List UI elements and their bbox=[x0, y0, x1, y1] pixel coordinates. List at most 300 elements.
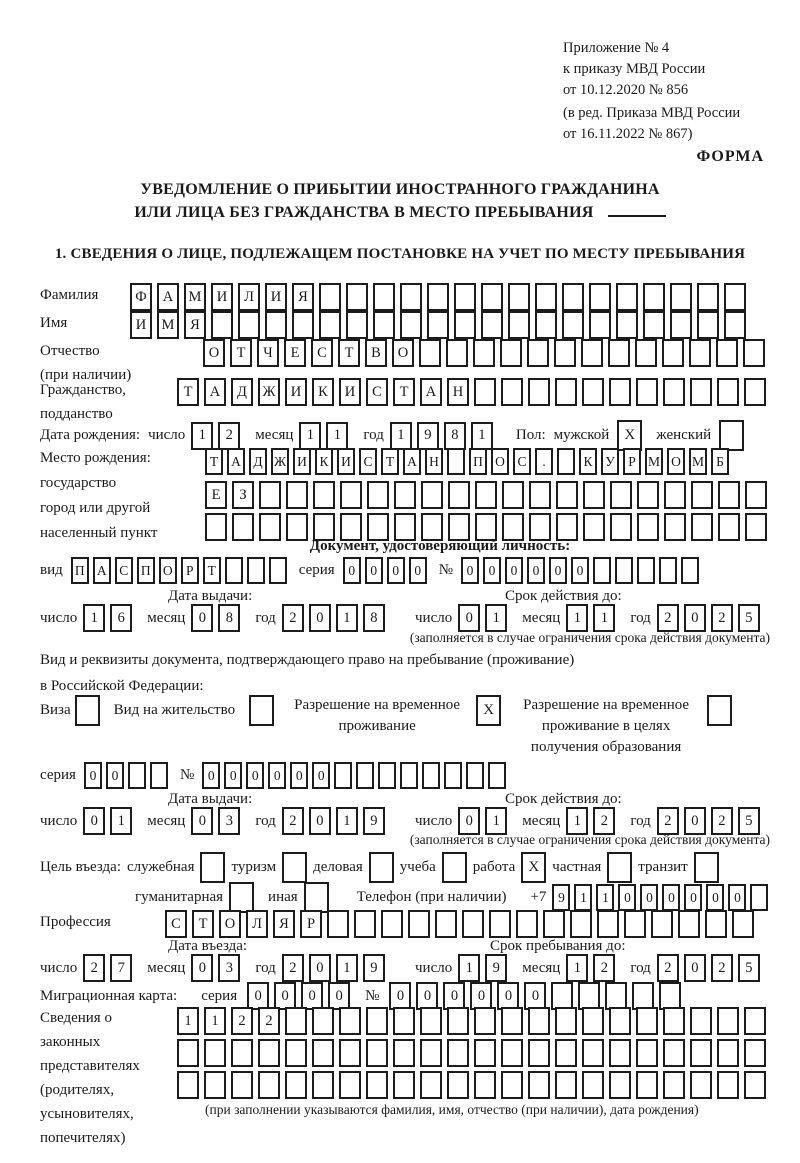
char-cell[interactable] bbox=[744, 378, 766, 406]
char-cell[interactable] bbox=[743, 339, 765, 367]
checkbox-purpose-other[interactable] bbox=[304, 882, 329, 913]
char-cell[interactable]: Ж bbox=[258, 378, 280, 406]
char-cell[interactable] bbox=[462, 910, 484, 938]
char-cell[interactable] bbox=[454, 311, 476, 339]
char-cell[interactable] bbox=[637, 557, 655, 584]
char-cell[interactable] bbox=[697, 311, 719, 339]
char-cell[interactable]: 0 bbox=[684, 807, 706, 835]
char-cell[interactable]: 0 bbox=[618, 884, 636, 911]
char-cell[interactable]: И bbox=[337, 448, 355, 475]
char-cell[interactable] bbox=[247, 557, 265, 584]
char-cell[interactable]: Д bbox=[249, 448, 267, 475]
char-cell[interactable] bbox=[681, 557, 699, 584]
char-cell[interactable]: 0 bbox=[443, 982, 465, 1010]
char-cell[interactable]: О bbox=[159, 557, 177, 584]
char-cell[interactable]: Д bbox=[231, 378, 253, 406]
char-cell[interactable] bbox=[420, 1007, 442, 1035]
char-cell[interactable]: А bbox=[204, 378, 226, 406]
char-cell[interactable] bbox=[636, 1039, 658, 1067]
char-cell[interactable]: 1 bbox=[574, 884, 592, 911]
char-cell[interactable]: 1 bbox=[336, 604, 358, 632]
char-cell[interactable]: 0 bbox=[365, 557, 383, 584]
char-cell[interactable] bbox=[259, 513, 281, 541]
char-cell[interactable] bbox=[582, 1039, 604, 1067]
char-cell[interactable] bbox=[608, 339, 630, 367]
char-cell[interactable] bbox=[474, 1071, 496, 1099]
char-cell[interactable] bbox=[500, 339, 522, 367]
char-cell[interactable] bbox=[356, 762, 374, 789]
char-cell[interactable]: 0 bbox=[458, 807, 480, 835]
char-cell[interactable] bbox=[419, 339, 441, 367]
char-cell[interactable]: 2 bbox=[282, 807, 304, 835]
char-cell[interactable] bbox=[705, 910, 727, 938]
char-cell[interactable] bbox=[367, 513, 389, 541]
char-cell[interactable]: З bbox=[232, 481, 254, 509]
char-cell[interactable]: Н bbox=[447, 378, 469, 406]
char-cell[interactable] bbox=[501, 378, 523, 406]
char-cell[interactable] bbox=[448, 481, 470, 509]
char-cell[interactable] bbox=[663, 1039, 685, 1067]
char-cell[interactable]: О bbox=[219, 910, 241, 938]
char-cell[interactable]: 0 bbox=[106, 762, 124, 789]
char-cell[interactable] bbox=[400, 762, 418, 789]
checkbox-visa[interactable] bbox=[75, 695, 100, 726]
char-cell[interactable] bbox=[651, 910, 673, 938]
char-cell[interactable]: А bbox=[403, 448, 421, 475]
char-cell[interactable] bbox=[378, 762, 396, 789]
char-cell[interactable] bbox=[444, 762, 462, 789]
char-cell[interactable] bbox=[454, 283, 476, 311]
char-cell[interactable]: 1 bbox=[485, 807, 507, 835]
checkbox-purpose-private[interactable] bbox=[607, 852, 632, 883]
char-cell[interactable] bbox=[286, 513, 308, 541]
char-cell[interactable] bbox=[664, 481, 686, 509]
char-cell[interactable]: Т bbox=[393, 378, 415, 406]
char-cell[interactable] bbox=[475, 481, 497, 509]
char-cell[interactable] bbox=[589, 311, 611, 339]
char-cell[interactable] bbox=[643, 283, 665, 311]
char-cell[interactable] bbox=[501, 1039, 523, 1067]
char-cell[interactable]: И bbox=[211, 283, 233, 311]
checkbox-temp-residence-education[interactable] bbox=[707, 695, 732, 726]
checkbox-sex-male[interactable]: X bbox=[617, 420, 642, 451]
char-cell[interactable]: Е bbox=[284, 339, 306, 367]
char-cell[interactable] bbox=[400, 283, 422, 311]
char-cell[interactable] bbox=[632, 982, 654, 1010]
char-cell[interactable]: 0 bbox=[328, 982, 350, 1010]
char-cell[interactable]: 2 bbox=[83, 954, 105, 982]
char-cell[interactable] bbox=[128, 762, 146, 789]
char-cell[interactable]: Ж bbox=[271, 448, 289, 475]
char-cell[interactable]: 3 bbox=[218, 807, 240, 835]
char-cell[interactable] bbox=[339, 1071, 361, 1099]
char-cell[interactable]: 9 bbox=[363, 954, 385, 982]
char-cell[interactable] bbox=[258, 1071, 280, 1099]
char-cell[interactable]: Т bbox=[177, 378, 199, 406]
char-cell[interactable]: 2 bbox=[282, 604, 304, 632]
char-cell[interactable] bbox=[643, 311, 665, 339]
char-cell[interactable] bbox=[238, 311, 260, 339]
char-cell[interactable]: Ф bbox=[130, 283, 152, 311]
char-cell[interactable] bbox=[312, 1071, 334, 1099]
char-cell[interactable] bbox=[421, 481, 443, 509]
char-cell[interactable] bbox=[605, 982, 627, 1010]
char-cell[interactable]: 2 bbox=[593, 807, 615, 835]
char-cell[interactable] bbox=[616, 311, 638, 339]
char-cell[interactable] bbox=[177, 1039, 199, 1067]
char-cell[interactable] bbox=[420, 1071, 442, 1099]
char-cell[interactable] bbox=[562, 283, 584, 311]
char-cell[interactable] bbox=[662, 339, 684, 367]
char-cell[interactable] bbox=[292, 311, 314, 339]
char-cell[interactable] bbox=[204, 1071, 226, 1099]
char-cell[interactable]: Н bbox=[425, 448, 443, 475]
char-cell[interactable] bbox=[225, 557, 243, 584]
char-cell[interactable] bbox=[481, 311, 503, 339]
char-cell[interactable]: 9 bbox=[417, 422, 439, 450]
char-cell[interactable]: 5 bbox=[738, 807, 760, 835]
char-cell[interactable]: 0 bbox=[389, 982, 411, 1010]
char-cell[interactable]: 1 bbox=[204, 1007, 226, 1035]
char-cell[interactable] bbox=[582, 378, 604, 406]
char-cell[interactable] bbox=[501, 1071, 523, 1099]
char-cell[interactable] bbox=[557, 448, 575, 475]
char-cell[interactable]: 0 bbox=[343, 557, 361, 584]
char-cell[interactable] bbox=[578, 982, 600, 1010]
char-cell[interactable]: 0 bbox=[684, 884, 702, 911]
char-cell[interactable]: Т bbox=[381, 448, 399, 475]
char-cell[interactable]: . bbox=[535, 448, 553, 475]
char-cell[interactable] bbox=[448, 513, 470, 541]
char-cell[interactable]: 0 bbox=[290, 762, 308, 789]
char-cell[interactable]: 0 bbox=[309, 604, 331, 632]
char-cell[interactable]: 1 bbox=[566, 954, 588, 982]
char-cell[interactable]: 0 bbox=[470, 982, 492, 1010]
char-cell[interactable] bbox=[393, 1039, 415, 1067]
char-cell[interactable]: И bbox=[265, 283, 287, 311]
char-cell[interactable] bbox=[447, 1039, 469, 1067]
char-cell[interactable] bbox=[285, 1071, 307, 1099]
char-cell[interactable]: Л bbox=[238, 283, 260, 311]
char-cell[interactable] bbox=[554, 339, 576, 367]
char-cell[interactable] bbox=[204, 1039, 226, 1067]
char-cell[interactable]: 1 bbox=[110, 807, 132, 835]
char-cell[interactable] bbox=[670, 283, 692, 311]
char-cell[interactable] bbox=[150, 762, 168, 789]
char-cell[interactable]: 0 bbox=[202, 762, 220, 789]
char-cell[interactable] bbox=[435, 910, 457, 938]
char-cell[interactable] bbox=[408, 910, 430, 938]
char-cell[interactable]: 2 bbox=[593, 954, 615, 982]
char-cell[interactable] bbox=[286, 481, 308, 509]
char-cell[interactable] bbox=[446, 339, 468, 367]
char-cell[interactable]: 1 bbox=[83, 604, 105, 632]
char-cell[interactable]: 0 bbox=[224, 762, 242, 789]
char-cell[interactable] bbox=[528, 378, 550, 406]
char-cell[interactable]: П bbox=[469, 448, 487, 475]
char-cell[interactable]: Б bbox=[711, 448, 729, 475]
char-cell[interactable]: О bbox=[203, 339, 225, 367]
char-cell[interactable] bbox=[393, 1007, 415, 1035]
char-cell[interactable] bbox=[716, 339, 738, 367]
char-cell[interactable] bbox=[346, 311, 368, 339]
char-cell[interactable]: 1 bbox=[593, 604, 615, 632]
char-cell[interactable]: 1 bbox=[336, 807, 358, 835]
char-cell[interactable] bbox=[285, 1039, 307, 1067]
char-cell[interactable]: И bbox=[285, 378, 307, 406]
char-cell[interactable] bbox=[609, 1007, 631, 1035]
char-cell[interactable] bbox=[475, 513, 497, 541]
char-cell[interactable] bbox=[609, 1039, 631, 1067]
char-cell[interactable] bbox=[529, 481, 551, 509]
char-cell[interactable] bbox=[697, 283, 719, 311]
char-cell[interactable]: С bbox=[513, 448, 531, 475]
char-cell[interactable]: И bbox=[130, 311, 152, 339]
char-cell[interactable]: 0 bbox=[309, 807, 331, 835]
char-cell[interactable]: П bbox=[71, 557, 89, 584]
checkbox-purpose-transit[interactable] bbox=[694, 852, 719, 883]
char-cell[interactable] bbox=[635, 339, 657, 367]
char-cell[interactable] bbox=[400, 311, 422, 339]
char-cell[interactable]: С bbox=[165, 910, 187, 938]
checkbox-purpose-official[interactable] bbox=[200, 852, 225, 883]
char-cell[interactable] bbox=[583, 481, 605, 509]
char-cell[interactable] bbox=[528, 1039, 550, 1067]
char-cell[interactable] bbox=[597, 910, 619, 938]
char-cell[interactable] bbox=[637, 481, 659, 509]
char-cell[interactable] bbox=[373, 311, 395, 339]
checkbox-purpose-humanitarian[interactable] bbox=[229, 882, 254, 913]
char-cell[interactable] bbox=[427, 283, 449, 311]
char-cell[interactable] bbox=[556, 513, 578, 541]
char-cell[interactable] bbox=[265, 311, 287, 339]
char-cell[interactable] bbox=[373, 283, 395, 311]
char-cell[interactable] bbox=[393, 1071, 415, 1099]
char-cell[interactable]: Т bbox=[338, 339, 360, 367]
char-cell[interactable] bbox=[474, 1039, 496, 1067]
char-cell[interactable]: 8 bbox=[218, 604, 240, 632]
char-cell[interactable]: 0 bbox=[640, 884, 658, 911]
char-cell[interactable] bbox=[551, 982, 573, 1010]
char-cell[interactable] bbox=[750, 884, 768, 911]
char-cell[interactable] bbox=[339, 1007, 361, 1035]
char-cell[interactable]: П bbox=[137, 557, 155, 584]
char-cell[interactable]: 0 bbox=[301, 982, 323, 1010]
char-cell[interactable] bbox=[211, 311, 233, 339]
char-cell[interactable] bbox=[636, 378, 658, 406]
char-cell[interactable]: Р bbox=[181, 557, 199, 584]
char-cell[interactable] bbox=[570, 910, 592, 938]
char-cell[interactable]: И bbox=[293, 448, 311, 475]
char-cell[interactable] bbox=[744, 1071, 766, 1099]
char-cell[interactable]: К bbox=[579, 448, 597, 475]
char-cell[interactable]: С bbox=[359, 448, 377, 475]
char-cell[interactable]: 3 bbox=[218, 954, 240, 982]
char-cell[interactable]: В bbox=[365, 339, 387, 367]
checkbox-sex-female[interactable] bbox=[719, 420, 744, 451]
char-cell[interactable] bbox=[528, 1007, 550, 1035]
char-cell[interactable]: 0 bbox=[274, 982, 296, 1010]
char-cell[interactable]: Л bbox=[246, 910, 268, 938]
char-cell[interactable]: Р bbox=[623, 448, 641, 475]
char-cell[interactable] bbox=[724, 283, 746, 311]
char-cell[interactable] bbox=[177, 1071, 199, 1099]
char-cell[interactable] bbox=[394, 513, 416, 541]
char-cell[interactable] bbox=[543, 910, 565, 938]
char-cell[interactable] bbox=[717, 1007, 739, 1035]
char-cell[interactable] bbox=[231, 1071, 253, 1099]
char-cell[interactable]: 0 bbox=[84, 762, 102, 789]
char-cell[interactable] bbox=[319, 283, 341, 311]
char-cell[interactable] bbox=[732, 910, 754, 938]
char-cell[interactable] bbox=[670, 311, 692, 339]
char-cell[interactable] bbox=[528, 1071, 550, 1099]
char-cell[interactable]: 2 bbox=[711, 954, 733, 982]
char-cell[interactable]: К bbox=[312, 378, 334, 406]
char-cell[interactable]: 0 bbox=[662, 884, 680, 911]
char-cell[interactable] bbox=[205, 513, 227, 541]
char-cell[interactable] bbox=[609, 1071, 631, 1099]
char-cell[interactable]: Е bbox=[205, 481, 227, 509]
char-cell[interactable] bbox=[610, 481, 632, 509]
char-cell[interactable]: 1 bbox=[458, 954, 480, 982]
char-cell[interactable] bbox=[582, 1071, 604, 1099]
char-cell[interactable] bbox=[717, 1039, 739, 1067]
char-cell[interactable]: 1 bbox=[326, 422, 348, 450]
checkbox-purpose-study[interactable] bbox=[442, 852, 467, 883]
char-cell[interactable] bbox=[508, 311, 530, 339]
char-cell[interactable]: 2 bbox=[282, 954, 304, 982]
char-cell[interactable] bbox=[663, 1007, 685, 1035]
char-cell[interactable]: О bbox=[667, 448, 685, 475]
char-cell[interactable] bbox=[555, 1039, 577, 1067]
char-cell[interactable]: 1 bbox=[299, 422, 321, 450]
char-cell[interactable]: 2 bbox=[711, 807, 733, 835]
char-cell[interactable] bbox=[346, 283, 368, 311]
char-cell[interactable] bbox=[582, 1007, 604, 1035]
char-cell[interactable]: 1 bbox=[596, 884, 614, 911]
char-cell[interactable] bbox=[535, 283, 557, 311]
char-cell[interactable]: 0 bbox=[387, 557, 405, 584]
char-cell[interactable] bbox=[488, 762, 506, 789]
char-cell[interactable]: 0 bbox=[571, 557, 589, 584]
char-cell[interactable]: 0 bbox=[684, 954, 706, 982]
char-cell[interactable] bbox=[269, 557, 287, 584]
char-cell[interactable] bbox=[593, 557, 611, 584]
char-cell[interactable] bbox=[637, 513, 659, 541]
char-cell[interactable]: 1 bbox=[566, 604, 588, 632]
char-cell[interactable] bbox=[690, 1039, 712, 1067]
char-cell[interactable]: Р bbox=[300, 910, 322, 938]
char-cell[interactable] bbox=[381, 910, 403, 938]
char-cell[interactable] bbox=[555, 1071, 577, 1099]
char-cell[interactable]: 8 bbox=[363, 604, 385, 632]
char-cell[interactable] bbox=[447, 1071, 469, 1099]
char-cell[interactable] bbox=[691, 481, 713, 509]
char-cell[interactable]: К bbox=[315, 448, 333, 475]
char-cell[interactable] bbox=[616, 283, 638, 311]
char-cell[interactable]: А bbox=[93, 557, 111, 584]
char-cell[interactable]: 2 bbox=[711, 604, 733, 632]
char-cell[interactable]: 9 bbox=[552, 884, 570, 911]
checkbox-purpose-work[interactable]: X bbox=[521, 852, 546, 883]
char-cell[interactable] bbox=[610, 513, 632, 541]
char-cell[interactable] bbox=[232, 513, 254, 541]
char-cell[interactable] bbox=[366, 1039, 388, 1067]
char-cell[interactable] bbox=[691, 513, 713, 541]
char-cell[interactable]: 1 bbox=[471, 422, 493, 450]
char-cell[interactable] bbox=[717, 1071, 739, 1099]
char-cell[interactable]: 2 bbox=[231, 1007, 253, 1035]
char-cell[interactable] bbox=[231, 1039, 253, 1067]
char-cell[interactable] bbox=[340, 481, 362, 509]
char-cell[interactable] bbox=[690, 1007, 712, 1035]
char-cell[interactable]: 0 bbox=[505, 557, 523, 584]
char-cell[interactable] bbox=[366, 1071, 388, 1099]
char-cell[interactable] bbox=[581, 339, 603, 367]
char-cell[interactable] bbox=[745, 481, 767, 509]
char-cell[interactable] bbox=[340, 513, 362, 541]
char-cell[interactable] bbox=[502, 481, 524, 509]
char-cell[interactable]: 9 bbox=[485, 954, 507, 982]
char-cell[interactable]: 5 bbox=[738, 604, 760, 632]
char-cell[interactable]: Ч bbox=[257, 339, 279, 367]
char-cell[interactable]: 2 bbox=[218, 422, 240, 450]
char-cell[interactable] bbox=[527, 339, 549, 367]
char-cell[interactable] bbox=[473, 339, 495, 367]
char-cell[interactable]: 9 bbox=[363, 807, 385, 835]
char-cell[interactable]: 0 bbox=[268, 762, 286, 789]
char-cell[interactable]: 2 bbox=[657, 604, 679, 632]
char-cell[interactable] bbox=[589, 283, 611, 311]
char-cell[interactable]: Я bbox=[273, 910, 295, 938]
char-cell[interactable]: 2 bbox=[657, 807, 679, 835]
char-cell[interactable] bbox=[319, 311, 341, 339]
char-cell[interactable]: 0 bbox=[461, 557, 479, 584]
char-cell[interactable]: 0 bbox=[191, 604, 213, 632]
char-cell[interactable]: С bbox=[311, 339, 333, 367]
char-cell[interactable]: 0 bbox=[312, 762, 330, 789]
char-cell[interactable] bbox=[717, 378, 739, 406]
char-cell[interactable] bbox=[354, 910, 376, 938]
char-cell[interactable]: О bbox=[491, 448, 509, 475]
char-cell[interactable]: 5 bbox=[738, 954, 760, 982]
char-cell[interactable] bbox=[327, 910, 349, 938]
char-cell[interactable] bbox=[690, 378, 712, 406]
char-cell[interactable]: 0 bbox=[191, 954, 213, 982]
char-cell[interactable] bbox=[466, 762, 484, 789]
char-cell[interactable] bbox=[562, 311, 584, 339]
char-cell[interactable]: И bbox=[339, 378, 361, 406]
char-cell[interactable] bbox=[481, 283, 503, 311]
char-cell[interactable] bbox=[718, 481, 740, 509]
char-cell[interactable]: 1 bbox=[485, 604, 507, 632]
char-cell[interactable]: 1 bbox=[390, 422, 412, 450]
checkbox-purpose-business[interactable] bbox=[369, 852, 394, 883]
char-cell[interactable]: 0 bbox=[309, 954, 331, 982]
char-cell[interactable]: 0 bbox=[497, 982, 519, 1010]
char-cell[interactable]: Т bbox=[192, 910, 214, 938]
char-cell[interactable]: М bbox=[689, 448, 707, 475]
char-cell[interactable]: 0 bbox=[549, 557, 567, 584]
char-cell[interactable] bbox=[427, 311, 449, 339]
char-cell[interactable]: 0 bbox=[483, 557, 501, 584]
char-cell[interactable]: С bbox=[366, 378, 388, 406]
char-cell[interactable] bbox=[678, 910, 700, 938]
char-cell[interactable]: Я bbox=[184, 311, 206, 339]
char-cell[interactable] bbox=[367, 481, 389, 509]
char-cell[interactable] bbox=[502, 513, 524, 541]
